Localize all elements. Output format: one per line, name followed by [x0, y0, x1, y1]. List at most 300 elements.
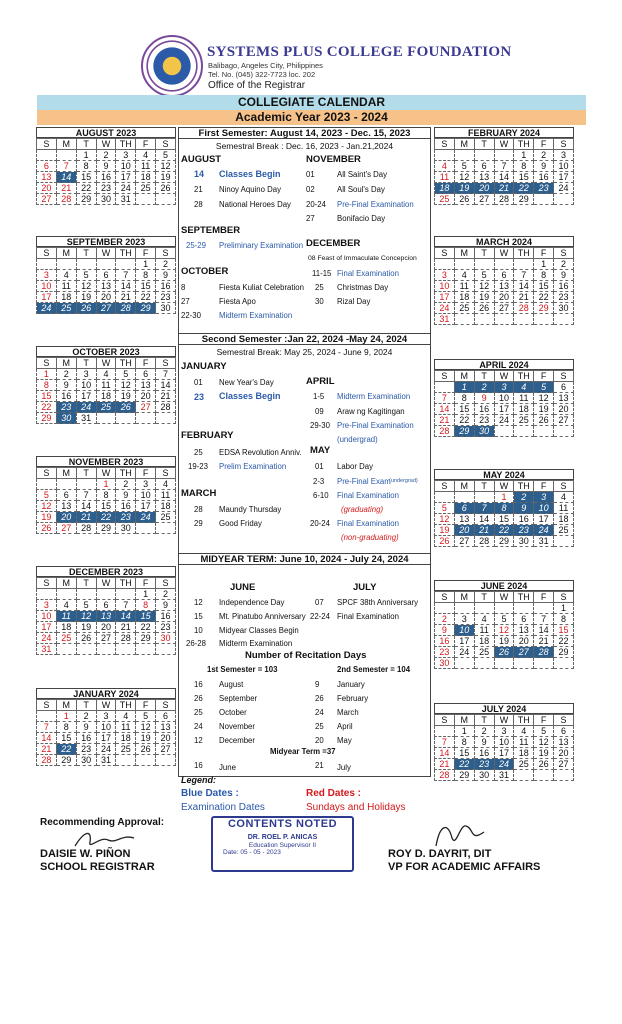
day-cell: 24: [494, 415, 514, 426]
weekday-header: T: [76, 139, 96, 150]
day-cell: 4: [454, 270, 474, 281]
day-cell: 4: [136, 150, 156, 161]
day-cell: 23: [96, 183, 116, 194]
day-cell: 20: [156, 733, 176, 744]
recitation-days: 24: [194, 722, 203, 731]
day-cell: [37, 150, 57, 161]
day-cell: [494, 150, 514, 161]
day-cell: 4: [116, 711, 136, 722]
weekday-header: T: [474, 715, 494, 726]
day-cell: 19: [136, 733, 156, 744]
day-cell: 21: [116, 622, 136, 633]
weekday-header: W: [494, 139, 514, 150]
day-cell: 12: [494, 625, 514, 636]
event-date: 2-3: [313, 477, 325, 486]
day-cell: 1: [37, 369, 57, 380]
college-logo: [141, 35, 203, 97]
recitation-month: August: [219, 680, 244, 689]
day-cell: 15: [76, 172, 96, 183]
weekday-header: TH: [116, 578, 136, 589]
day-cell: 21: [37, 744, 57, 755]
month-heading-january: JANUARY: [181, 361, 227, 372]
weekday-header: TH: [116, 468, 136, 479]
weekday-header: TH: [116, 358, 136, 369]
day-cell: [76, 589, 96, 600]
day-cell: 27: [96, 633, 116, 644]
event-name: Maundy Thursday: [219, 505, 282, 514]
weekday-header: W: [96, 139, 116, 150]
day-cell: [534, 603, 554, 614]
weekday-header: S: [435, 481, 455, 492]
day-cell: 10: [76, 380, 96, 391]
weekday-header: S: [554, 248, 574, 259]
day-cell: 18: [156, 501, 176, 512]
day-cell: 7: [494, 161, 514, 172]
day-cell: 3: [76, 369, 96, 380]
calendar-month-title: AUGUST 2023: [36, 127, 176, 138]
day-cell: [136, 523, 156, 534]
recitation-days: 16: [194, 680, 203, 689]
day-cell: 20: [136, 391, 156, 402]
day-cell: 2: [435, 614, 455, 625]
day-cell: 20: [514, 636, 534, 647]
day-cell: 2: [474, 726, 494, 737]
event-name: New Year's Day: [219, 378, 274, 387]
weekday-header: M: [56, 468, 76, 479]
weekday-header: W: [494, 248, 514, 259]
day-cell: 9: [514, 503, 534, 514]
day-cell: 4: [56, 600, 76, 611]
day-cell: 13: [494, 281, 514, 292]
day-cell: 24: [37, 303, 57, 314]
day-cell: 21: [156, 391, 176, 402]
day-cell: 31: [37, 644, 57, 655]
day-cell: 12: [76, 281, 96, 292]
day-cell: 10: [116, 161, 136, 172]
event-name: Araw ng Kagitingan: [337, 407, 405, 416]
event-name: All Soul's Day: [337, 185, 385, 194]
calendar-month-title: NOVEMBER 2023: [36, 456, 176, 467]
day-cell: 24: [494, 759, 514, 770]
day-cell: 30: [156, 633, 176, 644]
day-cell: 15: [514, 172, 534, 183]
event-date: 22-30: [181, 311, 201, 320]
day-cell: 11: [136, 161, 156, 172]
day-cell: [554, 770, 574, 781]
day-cell: 25: [454, 303, 474, 314]
day-cell: 29: [136, 633, 156, 644]
day-cell: 21: [534, 636, 554, 647]
event-name: Midterm Examination: [219, 639, 293, 648]
day-cell: 28: [76, 523, 96, 534]
recitation-days: 9: [315, 680, 320, 689]
recitation-month: July: [337, 763, 351, 772]
day-cell: 26: [76, 633, 96, 644]
day-cell: 23: [156, 292, 176, 303]
weekday-header: W: [494, 481, 514, 492]
recitation-title: Number of Recitation Days: [245, 650, 367, 661]
event-date: 20-24: [310, 519, 330, 528]
day-cell: 15: [56, 733, 76, 744]
calendar-month-title: MARCH 2024: [434, 236, 574, 247]
event-name: Fiesta Kuliat Celebration: [219, 283, 304, 292]
weekday-header: F: [136, 468, 156, 479]
day-cell: 2: [56, 369, 76, 380]
day-cell: 7: [156, 369, 176, 380]
day-cell: 12: [37, 501, 57, 512]
day-cell: 20: [454, 525, 474, 536]
day-cell: 29: [494, 536, 514, 547]
day-cell: 1: [136, 589, 156, 600]
day-cell: 13: [96, 281, 116, 292]
weekday-header: W: [96, 358, 116, 369]
weekday-header: TH: [116, 700, 136, 711]
weekday-header: S: [554, 592, 574, 603]
day-cell: 19: [76, 622, 96, 633]
day-cell: 29: [454, 426, 474, 437]
event-date: 27: [306, 214, 315, 223]
day-cell: 10: [454, 625, 474, 636]
day-cell: 27: [56, 523, 76, 534]
day-cell: 19: [454, 183, 474, 194]
day-cell: [56, 150, 76, 161]
day-cell: 25: [156, 512, 176, 523]
day-cell: 18: [435, 183, 455, 194]
day-cell: 18: [56, 622, 76, 633]
day-cell: 4: [435, 161, 455, 172]
calendar-month-title: OCTOBER 2023: [36, 346, 176, 357]
weekday-header: S: [37, 468, 57, 479]
day-cell: 5: [454, 161, 474, 172]
day-cell: 30: [514, 536, 534, 547]
day-cell: 17: [494, 748, 514, 759]
day-cell: 13: [474, 172, 494, 183]
day-cell: [534, 770, 554, 781]
day-cell: 3: [136, 479, 156, 490]
calendar-june: [434, 580, 574, 669]
event-note: (undergrad): [337, 435, 378, 444]
day-cell: [156, 194, 176, 205]
day-cell: 18: [514, 748, 534, 759]
day-cell: 26: [474, 303, 494, 314]
day-cell: 27: [554, 759, 574, 770]
day-cell: 7: [474, 503, 494, 514]
recommending-approval: Recommending Approval:: [40, 817, 165, 828]
day-cell: 22: [76, 183, 96, 194]
day-cell: 7: [37, 722, 57, 733]
event-date: 01: [306, 170, 315, 179]
day-cell: [116, 259, 136, 270]
day-cell: 28: [435, 770, 455, 781]
day-cell: 16: [534, 172, 554, 183]
day-cell: 10: [37, 281, 57, 292]
day-cell: [554, 194, 574, 205]
calendar-march: [434, 236, 574, 325]
day-cell: 22: [37, 402, 57, 413]
day-cell: 8: [56, 722, 76, 733]
day-cell: 19: [435, 525, 455, 536]
day-cell: 23: [116, 512, 136, 523]
day-cell: 11: [474, 625, 494, 636]
month-heading-november: NOVEMBER: [306, 154, 361, 165]
month-heading-february: FEBRUARY: [181, 430, 234, 441]
day-cell: 24: [96, 744, 116, 755]
event-date: 1-5: [313, 392, 325, 401]
day-cell: [554, 314, 574, 325]
day-cell: 14: [435, 404, 455, 415]
day-cell: 22: [554, 636, 574, 647]
day-cell: 16: [156, 281, 176, 292]
day-cell: 22: [454, 415, 474, 426]
day-cell: [494, 658, 514, 669]
registrar-position: SCHOOL REGISTRAR: [40, 861, 155, 873]
day-cell: 18: [56, 292, 76, 303]
day-cell: 19: [156, 172, 176, 183]
day-cell: 28: [534, 647, 554, 658]
day-cell: 25: [136, 183, 156, 194]
day-cell: 9: [56, 380, 76, 391]
day-cell: [474, 658, 494, 669]
calendar-may: [434, 469, 574, 547]
day-cell: 25: [554, 525, 574, 536]
day-cell: 29: [37, 413, 57, 424]
weekday-header: S: [156, 358, 176, 369]
signature-right: [430, 818, 490, 852]
event-date: 22-24: [310, 612, 330, 621]
day-cell: 8: [514, 161, 534, 172]
day-cell: 6: [136, 369, 156, 380]
day-cell: 20: [494, 292, 514, 303]
weekday-header: W: [96, 468, 116, 479]
weekday-header: F: [136, 139, 156, 150]
weekday-header: S: [554, 139, 574, 150]
day-cell: 16: [156, 611, 176, 622]
vp-name: ROY D. DAYRIT, DIT: [388, 848, 492, 860]
event-exam: Final Examination: [337, 269, 399, 278]
weekday-header: TH: [514, 481, 534, 492]
event-date: 01: [194, 378, 203, 387]
day-cell: 6: [514, 614, 534, 625]
event-date: 25: [194, 448, 203, 457]
day-cell: 13: [554, 393, 574, 404]
day-cell: 26: [435, 536, 455, 547]
day-cell: 31: [116, 194, 136, 205]
recitation-days: 12: [194, 736, 203, 745]
day-cell: 12: [474, 281, 494, 292]
month-heading-december: DECEMBER: [306, 238, 361, 249]
day-cell: 24: [435, 303, 455, 314]
weekday-header: TH: [514, 592, 534, 603]
day-cell: 11: [96, 380, 116, 391]
day-cell: 25: [56, 633, 76, 644]
day-cell: 28: [37, 755, 57, 766]
day-cell: [494, 426, 514, 437]
event-date: 11-15: [312, 269, 332, 278]
day-cell: 21: [514, 292, 534, 303]
day-cell: 9: [116, 490, 136, 501]
weekday-header: S: [156, 578, 176, 589]
day-cell: 3: [494, 726, 514, 737]
day-cell: 13: [554, 737, 574, 748]
day-cell: [116, 413, 136, 424]
day-cell: 5: [76, 270, 96, 281]
day-cell: 9: [435, 625, 455, 636]
day-cell: 31: [76, 413, 96, 424]
day-cell: 13: [136, 380, 156, 391]
weekday-header: W: [494, 715, 514, 726]
day-cell: 6: [494, 270, 514, 281]
day-cell: 4: [554, 492, 574, 503]
day-cell: [514, 658, 534, 669]
day-cell: 29: [534, 303, 554, 314]
day-cell: 6: [474, 161, 494, 172]
day-cell: 7: [76, 490, 96, 501]
event-classes-begin: Classes Begin: [219, 391, 281, 401]
event-exam: Final Examination: [337, 519, 399, 528]
day-cell: 2: [116, 479, 136, 490]
recitation-days: 24: [315, 708, 324, 717]
day-cell: 20: [96, 292, 116, 303]
day-cell: 30: [76, 755, 96, 766]
day-cell: [514, 259, 534, 270]
event-exam: Pre-Final Exam: [337, 477, 391, 486]
stamp-name: DR. ROEL P. ANICAS: [247, 834, 318, 841]
day-cell: 10: [96, 722, 116, 733]
day-cell: [435, 382, 455, 393]
stamp-date: Date: 05 - 05 - 2023: [223, 849, 281, 856]
event-date: 21: [194, 185, 203, 194]
day-cell: 10: [37, 611, 57, 622]
weekday-header: T: [76, 468, 96, 479]
day-cell: 12: [454, 172, 474, 183]
day-cell: 26: [136, 744, 156, 755]
weekday-header: T: [474, 481, 494, 492]
day-cell: 26: [156, 183, 176, 194]
day-cell: 9: [554, 270, 574, 281]
day-cell: 11: [554, 503, 574, 514]
day-cell: 16: [514, 514, 534, 525]
day-cell: 6: [554, 726, 574, 737]
day-cell: 24: [454, 647, 474, 658]
weekday-header: S: [37, 248, 57, 259]
weekday-header: TH: [514, 248, 534, 259]
day-cell: 3: [494, 382, 514, 393]
month-heading-june: JUNE: [230, 582, 256, 593]
event-note: (non-graduating): [341, 533, 399, 542]
event-date: 23: [194, 392, 205, 402]
day-cell: [116, 644, 136, 655]
day-cell: 5: [37, 490, 57, 501]
calendar-january: [36, 688, 176, 766]
day-cell: 15: [136, 611, 156, 622]
day-cell: [96, 589, 116, 600]
day-cell: 21: [474, 525, 494, 536]
day-cell: 14: [514, 281, 534, 292]
day-cell: 14: [116, 281, 136, 292]
weekday-header: TH: [514, 371, 534, 382]
day-cell: 22: [534, 292, 554, 303]
calendar-month-title: MAY 2024: [434, 469, 574, 480]
event-note: (undergrad): [389, 478, 418, 484]
event-exam: Final Examination: [337, 491, 399, 500]
day-cell: 14: [156, 380, 176, 391]
day-cell: 27: [474, 194, 494, 205]
event-date: 10: [194, 626, 203, 635]
second-semester-break: Semestral Break: May 25, 2024 - June 9, 2024: [216, 347, 393, 357]
academic-year: Academic Year 2023 - 2024: [37, 110, 586, 125]
day-cell: 1: [136, 259, 156, 270]
day-cell: 20: [56, 512, 76, 523]
day-cell: [96, 259, 116, 270]
month-heading-august: AUGUST: [181, 154, 222, 165]
day-cell: 30: [56, 413, 76, 424]
day-cell: 26: [116, 402, 136, 413]
day-cell: 27: [37, 194, 57, 205]
day-cell: 1: [534, 259, 554, 270]
event-date: 28: [194, 505, 203, 514]
weekday-header: W: [96, 248, 116, 259]
day-cell: 9: [96, 161, 116, 172]
day-cell: 3: [435, 270, 455, 281]
weekday-header: T: [76, 248, 96, 259]
day-cell: 7: [116, 270, 136, 281]
day-cell: 3: [37, 600, 57, 611]
day-cell: [474, 492, 494, 503]
day-cell: 3: [534, 492, 554, 503]
day-cell: 17: [136, 501, 156, 512]
day-cell: 16: [474, 748, 494, 759]
day-cell: 24: [136, 512, 156, 523]
day-cell: 13: [156, 722, 176, 733]
day-cell: 6: [454, 503, 474, 514]
event-name: Fiesta Apo: [219, 297, 256, 306]
day-cell: 6: [56, 490, 76, 501]
day-cell: [494, 314, 514, 325]
day-cell: 15: [96, 501, 116, 512]
weekday-header: S: [435, 139, 455, 150]
weekday-header: S: [435, 715, 455, 726]
event-date: 6-10: [313, 491, 329, 500]
weekday-header: M: [454, 139, 474, 150]
day-cell: [454, 492, 474, 503]
day-cell: 28: [494, 194, 514, 205]
day-cell: [534, 314, 554, 325]
day-cell: 12: [534, 393, 554, 404]
day-cell: 3: [116, 150, 136, 161]
day-cell: 2: [76, 711, 96, 722]
recitation-days: 25: [194, 708, 203, 717]
day-cell: 25: [435, 194, 455, 205]
day-cell: [96, 644, 116, 655]
day-cell: 18: [136, 172, 156, 183]
day-cell: [76, 259, 96, 270]
weekday-header: S: [156, 248, 176, 259]
first-semester-title: First Semester: August 14, 2023 - Dec. 15, 2023: [178, 127, 431, 139]
day-cell: 7: [514, 270, 534, 281]
recitation-month: October: [219, 708, 247, 717]
weekday-header: S: [37, 139, 57, 150]
day-cell: 29: [454, 770, 474, 781]
weekday-header: M: [56, 248, 76, 259]
day-cell: 24: [37, 633, 57, 644]
calendar-february: [434, 127, 574, 205]
calendar-april: [434, 359, 574, 437]
day-cell: 5: [156, 150, 176, 161]
day-cell: [534, 194, 554, 205]
day-cell: 20: [37, 183, 57, 194]
recitation-days: 26: [194, 694, 203, 703]
day-cell: [474, 603, 494, 614]
